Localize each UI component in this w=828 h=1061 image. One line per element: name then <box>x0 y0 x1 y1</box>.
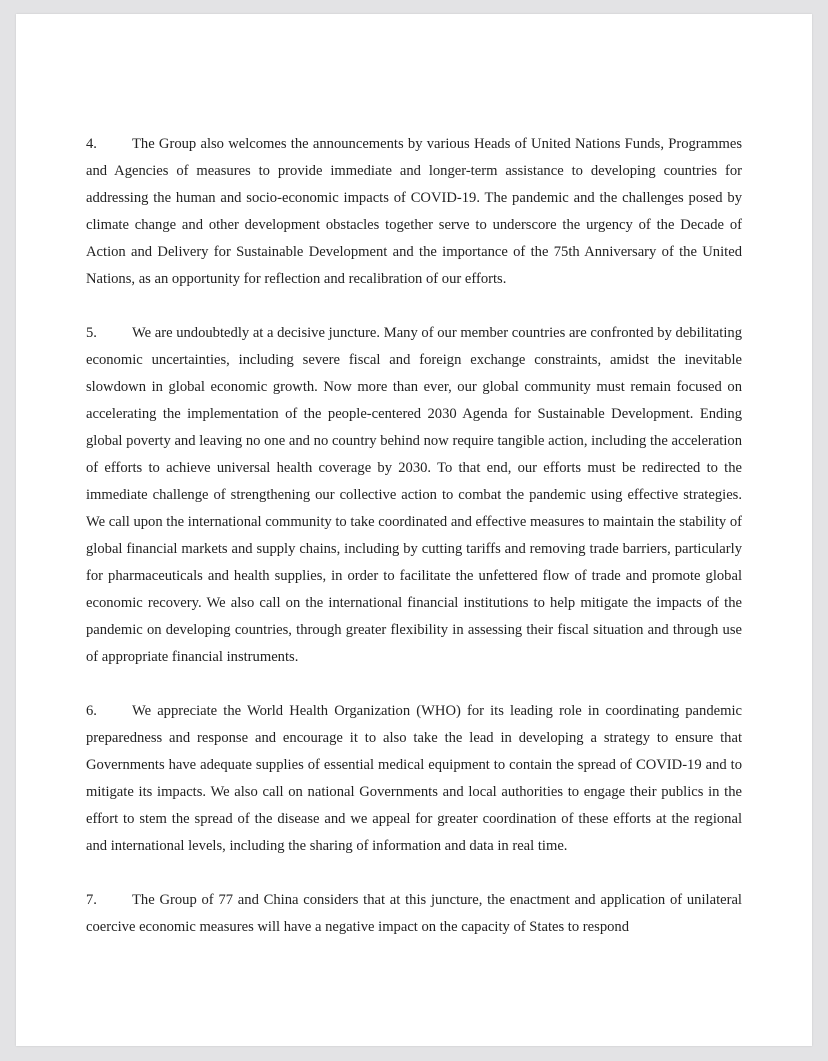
paragraph-text: The Group also welcomes the announcements by various Heads of United Nations Funds, Programmes and Agencies of measures to provide immediate and longer-term assistance to developing countries for addressing the human and socio-economic impacts of COVID-19. The pandemic and the challenges posed by climate change and other development obstacles together serve to underscore the urgency of the Decade of Action and Delivery for Sustainable Development and the importance of the 75th Anniversary of the United Nations, as an opportunity for reflection and recalibration of our efforts. <box>86 136 742 287</box>
paragraph-text: The Group of 77 and China considers that at this juncture, the enactment and application of unilateral coercive economic measures will have a negative impact on the capacity of States to respond <box>86 892 742 935</box>
paragraph-number: 5. <box>86 325 97 341</box>
paragraph-6 <box>86 698 742 860</box>
paragraph-4 <box>86 131 742 293</box>
paragraph-7 <box>86 887 742 941</box>
document-body <box>86 131 742 968</box>
paragraph-number: 7. <box>86 892 97 908</box>
paragraph-text: We are undoubtedly at a decisive juncture. Many of our member countries are confronted by debilitating economic uncertainties, including severe fiscal and foreign exchange constraints, amidst the inevitable slowdown in global economic growth. Now more than ever, our global community must remain focused on accelerating the implementation of the people-centered 2030 Agenda for Sustainable Development. Ending global poverty and leaving no one and no country behind now require tangible action, including the acceleration of efforts to achieve universal health coverage by 2030. To that end, our efforts must be redirected to the immediate challenge of strengthening our collective action to combat the pandemic using effective strategies. We call upon the international community to take coordinated and effective measures to maintain the stability of global financial markets and supply chains, including by cutting tariffs and removing trade barriers, particularly for pharmaceuticals and health supplies, in order to facilitate the unfettered flow of trade and promote global economic recovery. We also call on the international financial institutions to help mitigate the impacts of the pandemic on developing countries, through greater flexibility in assessing their fiscal situation and through use of appropriate financial instruments. <box>86 325 742 665</box>
paragraph-5 <box>86 320 742 671</box>
paragraph-number: 6. <box>86 703 97 719</box>
paragraph-text: We appreciate the World Health Organization (WHO) for its leading role in coordinating pandemic preparedness and response and encourage it to also take the lead in developing a strategy to ensure that Governments have adequate supplies of essential medical equipment to contain the spread of COVID-19 and to mitigate its impacts. We also call on national Governments and local authorities to engage their publics in the effort to stem the spread of the disease and we appeal for greater coordination of these efforts at the regional and international levels, including the sharing of information and data in real time. <box>86 703 742 854</box>
document-page <box>16 14 812 1046</box>
paragraph-number: 4. <box>86 136 97 152</box>
